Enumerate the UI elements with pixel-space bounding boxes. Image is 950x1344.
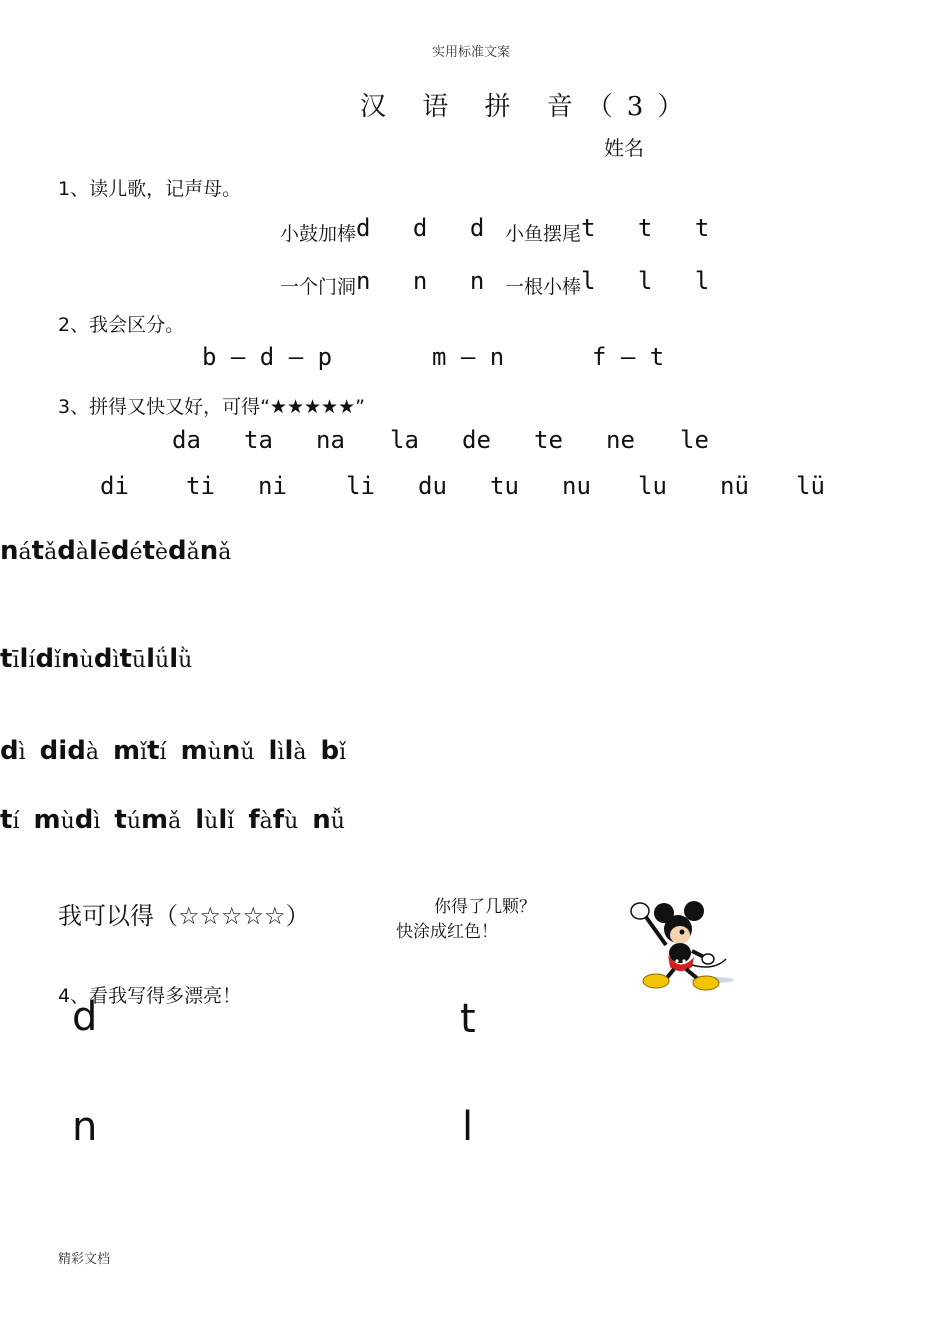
tone-vowel: ǎ: [44, 540, 58, 565]
word: [0, 736, 67, 766]
tone-syllable: [0, 805, 19, 835]
tone-syllable: [273, 805, 298, 835]
tone-vowel: ǚ: [330, 809, 345, 834]
tone-vowel: ù: [207, 740, 222, 765]
initial-consonant: m: [33, 805, 61, 835]
tone-vowel: ǘ: [155, 648, 170, 673]
rhyme-text: 小鼓加棒: [280, 223, 357, 245]
tone-cell: [169, 644, 192, 674]
initial-consonant: f: [272, 805, 285, 835]
initial-consonant: d: [57, 536, 76, 566]
tone-vowel: ì: [277, 740, 285, 765]
initial-consonant: l: [218, 805, 228, 835]
syllable: ti: [186, 472, 215, 500]
tone-syllable: [269, 736, 285, 766]
writing-letter-t: t: [460, 996, 476, 1042]
initial-consonant: d: [168, 536, 187, 566]
tone-syllable: [75, 805, 101, 835]
tone-vowel: ì: [93, 809, 101, 834]
rhyme-line-2: [505, 214, 724, 246]
tone-row-2: [0, 644, 950, 680]
tone-cell: [61, 644, 94, 674]
tone-cell: [32, 536, 58, 566]
initial-consonant: l: [19, 644, 29, 674]
initial-consonant: d: [67, 736, 86, 766]
q3-label: 3、拼得又快又好，可得“★★★★★”: [58, 396, 365, 418]
initial-consonant: t: [0, 644, 13, 674]
tone-syllable: [168, 536, 200, 566]
initial-consonant: n: [0, 536, 19, 566]
tone-syllable: [89, 536, 111, 566]
tone-cell: [19, 644, 35, 674]
score-question: 你得了几颗？: [434, 897, 536, 917]
initial-consonant: d: [110, 536, 130, 566]
initial-consonant: l: [88, 536, 98, 566]
rhyme-text: 小鱼摆尾: [505, 223, 582, 245]
score-instruction: 快涂成红色！: [396, 922, 498, 942]
tone-syllable: [222, 736, 255, 766]
initial-consonant: l: [169, 644, 179, 674]
tone-syllable: [19, 644, 35, 674]
word: [285, 736, 347, 766]
tone-syllable: [40, 736, 68, 766]
q2-label: 2、我会区分。: [58, 314, 185, 336]
tone-vowel: ù: [60, 809, 75, 834]
tone-vowel: ǔ: [240, 740, 255, 765]
initial-consonant: l: [268, 736, 278, 766]
rhyme-text: 一根小棒: [505, 276, 582, 298]
tone-cell: [35, 644, 61, 674]
word: [0, 805, 75, 835]
initial-consonant: d: [93, 644, 113, 674]
tone-vowel: ǐ: [339, 740, 347, 765]
rhyme-letters: n n n: [356, 267, 499, 295]
tone-syllable: [61, 644, 94, 674]
tone-cell: [143, 536, 168, 566]
tone-syllable: [0, 644, 19, 674]
distinguish-pair: m – n: [432, 343, 505, 371]
tone-syllable: [218, 805, 234, 835]
tone-vowel: à: [75, 540, 89, 565]
word: [218, 805, 272, 835]
initial-consonant: l: [146, 644, 156, 674]
initial-consonant: m: [112, 736, 141, 766]
rhyme-text: 一个门洞: [280, 276, 357, 298]
tone-vowel: ǎ: [186, 540, 200, 565]
syllable: di: [100, 472, 129, 500]
page-title: 汉 语 拼 音（3）: [360, 92, 698, 122]
initial-consonant: l: [195, 805, 205, 835]
tone-cell: [111, 536, 143, 566]
tone-syllable: [146, 644, 169, 674]
initial-consonant: t: [31, 536, 45, 566]
tone-cell: [200, 536, 232, 566]
tone-vowel: á: [18, 540, 32, 565]
tone-syllable: [312, 805, 345, 835]
tone-cell: [0, 644, 19, 674]
tone-vowel: ī: [12, 648, 20, 673]
syllable: du: [418, 472, 447, 500]
rhyme-line-3: [280, 267, 499, 299]
tone-vowel: ǐ: [140, 740, 148, 765]
initial-consonant: t: [114, 805, 127, 835]
tone-vowel: ū: [131, 648, 147, 673]
page-footer: 精彩文档: [58, 1252, 111, 1267]
syllable: la: [390, 426, 419, 454]
tone-syllable: [181, 736, 222, 766]
syllable: nü: [720, 472, 749, 500]
initial-consonant: d: [35, 644, 55, 674]
writing-letter-n: n: [72, 1104, 98, 1150]
initial-consonant: d: [0, 736, 19, 766]
tone-syllable: [195, 805, 218, 835]
tone-vowel: ǎ: [218, 540, 232, 565]
tone-syllable: [141, 805, 181, 835]
tone-vowel: í: [159, 740, 167, 765]
distinguish-pair: b – d – p: [202, 343, 333, 371]
tone-syllable: [147, 736, 166, 766]
rhyme-letters: t t t: [581, 214, 724, 242]
tone-vowel: ì: [18, 740, 26, 765]
word: [147, 736, 222, 766]
tone-syllable: [119, 644, 146, 674]
syllable: le: [680, 426, 709, 454]
word: [141, 805, 218, 835]
tone-syllable: [111, 536, 143, 566]
word-row-2: [0, 805, 950, 841]
tone-syllable: [143, 536, 168, 566]
tone-syllable: [321, 736, 347, 766]
rhyme-letters: d d d: [356, 214, 499, 242]
tone-syllable: [169, 644, 192, 674]
tone-cell: [89, 536, 111, 566]
tone-cell: [168, 536, 200, 566]
score-label: 我可以得（☆☆☆☆☆）: [58, 902, 310, 930]
tone-vowel: í: [12, 809, 20, 834]
tone-vowel: ǐ: [54, 648, 62, 673]
tone-vowel: ǐ: [227, 809, 235, 834]
syllable: na: [316, 426, 345, 454]
syllable: li: [346, 472, 375, 500]
initial-consonant: n: [61, 644, 80, 674]
initial-consonant: m: [180, 736, 208, 766]
tone-vowel: í: [28, 648, 36, 673]
tone-cell: [0, 536, 32, 566]
syllable: nu: [562, 472, 591, 500]
word: [273, 805, 345, 835]
initial-consonant: b: [320, 736, 340, 766]
tone-vowel: ì: [112, 648, 120, 673]
q1-label: 1、读儿歌，记声母。: [58, 178, 242, 200]
initial-consonant: t: [147, 736, 160, 766]
syllable: ne: [606, 426, 635, 454]
tone-vowel: à: [85, 740, 99, 765]
tone-vowel: ù: [284, 809, 299, 834]
mickey-mouse-image: [622, 895, 737, 995]
tone-syllable: [94, 644, 120, 674]
tone-syllable: [113, 736, 147, 766]
initial-consonant: m: [141, 805, 169, 835]
writing-letter-l: l: [462, 1104, 474, 1150]
tone-cell: [57, 536, 89, 566]
initial-consonant: n: [199, 536, 219, 566]
tone-syllable: [248, 805, 272, 835]
word: [75, 805, 141, 835]
tone-vowel: ú: [126, 809, 142, 834]
tone-syllable: [33, 805, 74, 835]
tone-cell: [94, 644, 120, 674]
tone-vowel: ē: [97, 540, 111, 565]
initial-consonant: n: [221, 736, 241, 766]
tone-syllable: [285, 736, 307, 766]
tone-row-1: [0, 536, 950, 572]
syllable: tu: [490, 472, 519, 500]
syllable: ta: [244, 426, 273, 454]
tone-vowel: ǎ: [168, 809, 182, 834]
rhyme-line-4: [505, 267, 724, 299]
tone-syllable: [57, 536, 89, 566]
syllable: te: [534, 426, 563, 454]
tone-vowel: ù: [204, 809, 219, 834]
word-row-1: [0, 736, 950, 772]
page-header: 实用标准文案: [432, 45, 511, 60]
initial-consonant: n: [312, 805, 331, 835]
tone-syllable: [200, 536, 232, 566]
name-label: 姓名: [604, 136, 644, 160]
tone-vowel: à: [259, 809, 273, 834]
word: [222, 736, 285, 766]
tone-vowel: ǜ: [178, 648, 193, 673]
syllable-row-2: [0, 472, 950, 504]
initial-consonant: d: [74, 805, 94, 835]
tone-syllable: [0, 736, 26, 766]
tone-vowel: é: [129, 540, 143, 565]
initial-consonant: t: [119, 644, 132, 674]
initial-consonant: l: [284, 736, 294, 766]
tone-vowel: ù: [79, 648, 94, 673]
tone-syllable: [114, 805, 141, 835]
distinguish-pair: f – t: [592, 343, 665, 371]
tone-syllable: [67, 736, 99, 766]
syllable: ni: [258, 472, 287, 500]
tone-syllable: [35, 644, 61, 674]
tone-cell: [119, 644, 146, 674]
syllable-row-1: [0, 426, 950, 458]
tone-vowel: è: [155, 540, 169, 565]
word: [67, 736, 147, 766]
tone-cell: [146, 644, 169, 674]
syllable: da: [172, 426, 201, 454]
rhyme-letters: l l l: [581, 267, 724, 295]
syllable: de: [462, 426, 491, 454]
syllable: lü: [796, 472, 825, 500]
syllable: lu: [638, 472, 667, 500]
q4-label: 4、看我写得多漂亮！: [58, 985, 242, 1007]
initial-consonant: di: [39, 736, 68, 766]
initial-consonant: t: [142, 536, 155, 566]
tone-syllable: [32, 536, 58, 566]
rhyme-line-1: [280, 214, 499, 246]
tone-vowel: à: [293, 740, 307, 765]
initial-consonant: f: [248, 805, 260, 835]
initial-consonant: t: [0, 805, 13, 835]
writing-letter-d: d: [72, 994, 98, 1040]
tone-syllable: [0, 536, 32, 566]
